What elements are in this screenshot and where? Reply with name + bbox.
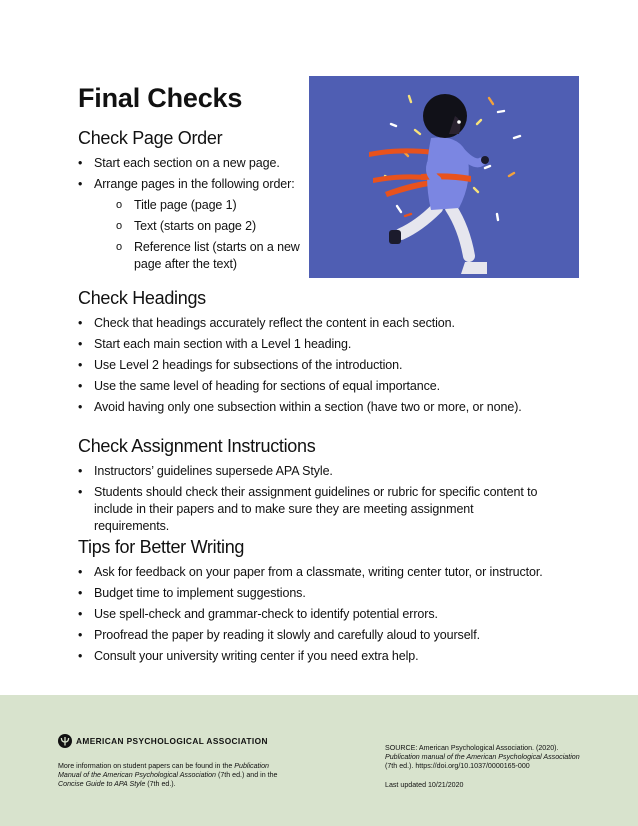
sub-list: [78, 197, 303, 273]
list-item: • Use spell-check and grammar-check to identify potential errors.: [78, 606, 578, 623]
sub-list-item: o Text (starts on page 2): [78, 218, 303, 235]
last-updated: Last updated 10/21/2020: [385, 781, 464, 789]
list-item: • Start each main section with a Level 1 heading.: [78, 336, 578, 353]
bullet-list: [78, 463, 548, 535]
section-heading: Check Page Order: [78, 128, 223, 148]
more-info-italic: Concise Guide to APA Style: [58, 780, 146, 789]
list-item: • Avoid having only one subsection within a section (have two or more, or none).: [78, 399, 578, 416]
list-item: • Use the same level of heading for sections of equal importance.: [78, 378, 578, 395]
section-heading: Tips for Better Writing: [78, 537, 245, 557]
section-heading: Check Assignment Instructions: [78, 436, 316, 456]
list-item: • Use Level 2 headings for subsections of the introduction.: [78, 357, 578, 374]
bullet-list: [78, 564, 578, 665]
source-text: SOURCE: American Psychological Association. (2020).: [385, 744, 559, 752]
runner-illustration: [309, 76, 579, 278]
bullet-list: [78, 155, 303, 193]
list-item: • Instructors’ guidelines supersede APA Style.: [78, 463, 548, 480]
list-item-text: Arrange pages in the following order:: [94, 177, 295, 191]
sub-list-item: o Reference list (starts on a new page after the text): [78, 239, 303, 273]
section-page-order: [78, 126, 303, 273]
list-item: • Ask for feedback on your paper from a classmate, writing center tutor, or instructor.: [78, 564, 578, 581]
apa-logo: [58, 734, 268, 748]
list-item: • Consult your university writing center if you need extra help.: [78, 648, 578, 665]
list-item: [78, 176, 303, 193]
runner-finish-line-image: [309, 76, 579, 278]
more-info-text: More information on student papers can be found in the: [58, 762, 235, 770]
logo-text: AMERICAN PSYCHOLOGICAL ASSOCIATION: [76, 736, 268, 746]
list-item: • Start each section on a new page.: [78, 155, 303, 172]
section-assignment-instructions: [78, 434, 548, 535]
source-citation: [385, 744, 590, 772]
bullet-list: [78, 315, 578, 416]
section-heading: Check Headings: [78, 288, 206, 308]
section-headings: [78, 286, 578, 416]
list-item: • Check that headings accurately reflect the content in each section.: [78, 315, 578, 332]
more-info-text: (7th ed.).: [145, 780, 176, 789]
footer: [0, 695, 638, 826]
section-tips: [78, 535, 578, 665]
sub-list-item: o Title page (page 1): [78, 197, 303, 214]
source-italic: Publication manual of the American Psychological Association: [385, 753, 580, 762]
psi-logo-icon: [58, 734, 72, 748]
source-text: (7th ed.). https://doi.org/10.1037/0000165-000: [385, 762, 530, 771]
more-info-italic: Publication Manual of the American Psychological Association: [58, 762, 269, 780]
list-item: • Budget time to implement suggestions.: [78, 585, 578, 602]
page-title: Final Checks: [78, 83, 243, 113]
list-item: • Students should check their assignment guidelines or rubric for specific content to include in their papers and to make sure they are meeting assignment requirements.: [78, 484, 548, 535]
more-info-text: (7th ed.) and in the: [215, 771, 278, 780]
list-item: • Proofread the paper by reading it slowly and carefully aloud to yourself.: [78, 627, 578, 644]
more-info-note: [58, 762, 288, 790]
